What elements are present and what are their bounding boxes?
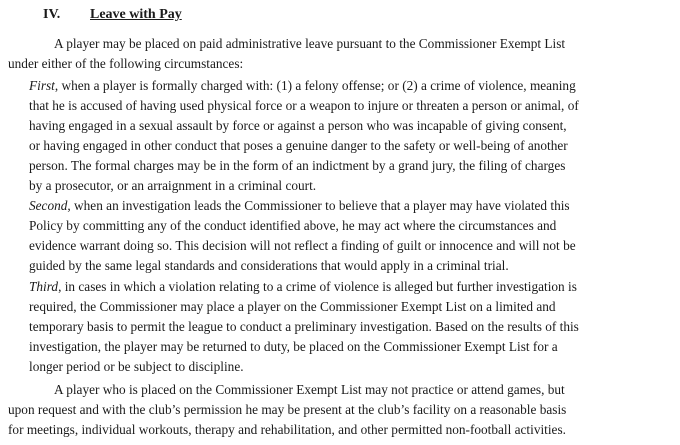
paragraph-line: investigation, the player may be returned to duty, be placed on the Commissioner Exempt List for a xyxy=(29,339,558,355)
paragraph-line: longer period or be subject to discipline. xyxy=(29,359,244,375)
first-circumstance-paragraph xyxy=(29,76,679,197)
closing-line: upon request and with the club’s permission he may be present at the club’s facility on a reasonable basis xyxy=(8,402,567,418)
paragraph-line: guided by the same legal standards and considerations that would apply in a criminal trial. xyxy=(29,258,509,274)
closing-line: for meetings, individual workouts, therapy and rehabilitation, and other permitted non-football activities. xyxy=(8,422,566,438)
third-label: Third xyxy=(29,279,59,294)
paragraph-line: or having engaged in other conduct that poses a genuine danger to the safety or well-being of another xyxy=(29,138,568,154)
paragraph-line: that he is accused of having used physical force or a weapon to injure or threaten a person or animal, of xyxy=(29,98,579,114)
section-heading xyxy=(43,5,182,25)
third-circumstance-paragraph xyxy=(29,277,679,377)
second-label: Second xyxy=(29,198,68,213)
paragraph-line: Policy by committing any of the conduct identified above, he may act where the circumstances and xyxy=(29,218,557,234)
intro-line: A player may be placed on paid administrative leave pursuant to the Commissioner Exempt List xyxy=(54,36,566,51)
intro-paragraph xyxy=(8,34,672,74)
paragraph-line: Third, in cases in which a violation relating to a crime of violence is alleged but further investigation is xyxy=(29,279,577,294)
paragraph-line: First, when a player is formally charged with: (1) a felony offense; or (2) a crime of violence, meaning xyxy=(29,78,576,93)
second-circumstance-paragraph xyxy=(29,196,679,276)
paragraph-line: having engaged in a sexual assault by force or against a person who was incapable of giving consent, xyxy=(29,118,567,134)
section-number: IV. xyxy=(43,7,61,22)
section-title: Leave with Pay xyxy=(90,7,182,22)
paragraph-line: person. The formal charges may be in the form of an indictment by a grand jury, the filing of charges xyxy=(29,158,566,174)
paragraph-line: temporary basis to permit the league to conduct a preliminary investigation. Based on the results of this xyxy=(29,319,579,335)
paragraph-line: by a prosecutor, or an arraignment in a criminal court. xyxy=(29,178,317,194)
paragraph-line: evidence warrant doing so. This decision will not reflect a finding of guilt or innocence and will not be xyxy=(29,238,576,254)
first-label: First xyxy=(29,78,55,93)
intro-line: under either of the following circumstances: xyxy=(8,56,244,72)
paragraph-line: Second, when an investigation leads the Commissioner to believe that a player may have violated this xyxy=(29,198,570,213)
paragraph-line: required, the Commissioner may place a player on the Commissioner Exempt List on a limited and xyxy=(29,299,556,315)
closing-line: A player who is placed on the Commissioner Exempt List may not practice or attend games, but xyxy=(54,382,565,397)
closing-paragraph xyxy=(8,380,678,440)
